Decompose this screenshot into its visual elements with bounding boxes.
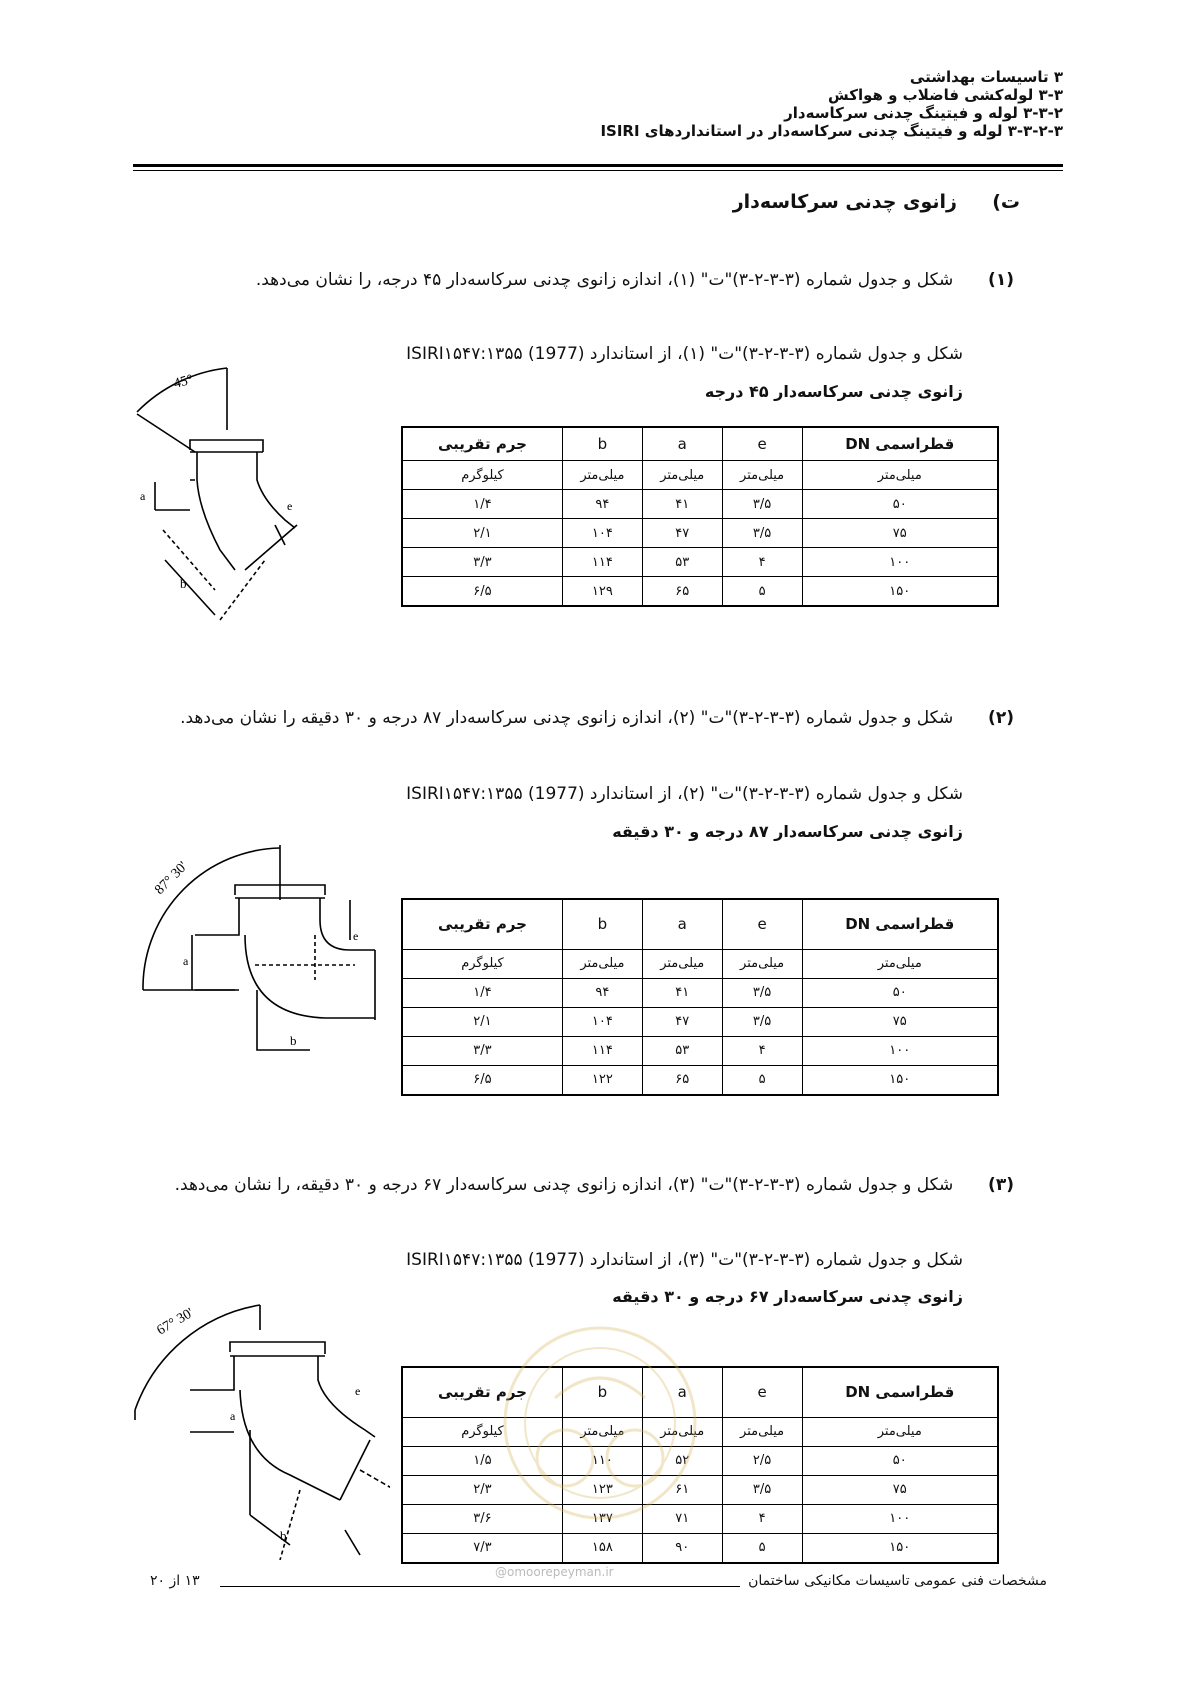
- col-header: b: [562, 1367, 642, 1417]
- col-header: a: [642, 899, 722, 949]
- unit-cell: میلی‌متر: [562, 461, 642, 490]
- item-1-caption: شکل و جدول شماره (۳-۳-۲-۳)"ت" (۱)، از استاندارد (1977) ISIRI۱۵۴۷:۱۳۵۵: [406, 344, 963, 364]
- angle-label: 67° 30': [154, 1305, 197, 1339]
- col-header: قطراسمی DN: [802, 1367, 998, 1417]
- angle-arc: [135, 1305, 260, 1410]
- item-3-paragraph: [175, 1175, 1014, 1195]
- dim-b-label: b: [180, 576, 187, 591]
- cell: ۳/۵: [722, 490, 802, 519]
- cell: ۱۰۴: [562, 519, 642, 548]
- item-1-subtitle: زانوی چدنی سرکاسه‌دار ۴۵ درجه: [704, 382, 963, 401]
- unit-cell: میلی‌متر: [802, 1417, 998, 1446]
- dim-a-label: a: [230, 1409, 236, 1423]
- cell: ۴۷: [642, 519, 722, 548]
- watermark-text: @omoorepeyman.ir: [495, 1565, 614, 1579]
- cell: ۷۵: [802, 1007, 998, 1036]
- page-header: [600, 68, 1063, 140]
- cell: ۳/۵: [722, 978, 802, 1007]
- table-elbow-87: [401, 898, 999, 1096]
- cell: ۴۱: [642, 490, 722, 519]
- cell: ۵: [722, 1533, 802, 1563]
- item-2-caption: شکل و جدول شماره (۳-۳-۲-۳)"ت" (۲)، از استاندارد (1977) ISIRI۱۵۴۷:۱۳۵۵: [406, 784, 963, 804]
- col-header: جرم تقریبی: [402, 427, 562, 461]
- cell: ۵۳: [642, 1036, 722, 1065]
- cell: ۳/۶: [402, 1504, 562, 1533]
- cell: ۴: [722, 548, 802, 577]
- item-text: شکل و جدول شماره (۳-۳-۲-۳)"ت" (۲)، اندازه زانوی چدنی سرکاسه‌دار ۸۷ درجه و ۳۰ دقیقه را نشان می‌دهد.: [180, 708, 954, 728]
- dim-b-label: b: [290, 1033, 297, 1048]
- cell: ۵۰: [802, 1446, 998, 1475]
- cell: ۱۵۰: [802, 1533, 998, 1563]
- table-row: [402, 1065, 998, 1095]
- unit-cell: میلی‌متر: [642, 949, 722, 978]
- item-3-subtitle: زانوی چدنی سرکاسه‌دار ۶۷ درجه و ۳۰ دقیقه: [612, 1287, 963, 1306]
- cell: ۱۳۷: [562, 1504, 642, 1533]
- col-header: جرم تقریبی: [402, 899, 562, 949]
- col-header: قطراسمی DN: [802, 899, 998, 949]
- cell: ۱/۵: [402, 1446, 562, 1475]
- cell: ۱۱۰: [562, 1446, 642, 1475]
- item-2-subtitle: زانوی چدنی سرکاسه‌دار ۸۷ درجه و ۳۰ دقیقه: [612, 822, 963, 841]
- dim-e-label: e: [287, 499, 293, 513]
- cell: ۲/۵: [722, 1446, 802, 1475]
- cell: ۱۲۳: [562, 1475, 642, 1504]
- cell: ۹۴: [562, 490, 642, 519]
- col-header: e: [722, 427, 802, 461]
- cell: ۳/۳: [402, 1036, 562, 1065]
- table-row: [402, 1007, 998, 1036]
- table-elbow-45: [401, 426, 999, 607]
- col-header: b: [562, 427, 642, 461]
- item-text: شکل و جدول شماره (۳-۳-۲-۳)"ت" (۱)، اندازه زانوی چدنی سرکاسه‌دار ۴۵ درجه، را نشان می‌دهد.: [255, 270, 954, 290]
- cell: ۹۰: [642, 1533, 722, 1563]
- table-row: [402, 519, 998, 548]
- section-letter: ت): [992, 191, 1020, 213]
- header-rule-thick: [133, 164, 1063, 167]
- unit-cell: میلی‌متر: [722, 949, 802, 978]
- unit-cell: میلی‌متر: [562, 1417, 642, 1446]
- table-row: [402, 577, 998, 607]
- elbow-45-figure: [135, 360, 325, 630]
- angle-label: 45°: [172, 372, 195, 392]
- col-header: a: [642, 427, 722, 461]
- cell: ۵۲: [642, 1446, 722, 1475]
- cell: ۱۵۰: [802, 1065, 998, 1095]
- cell: ۳/۵: [722, 519, 802, 548]
- item-text: شکل و جدول شماره (۳-۳-۲-۳)"ت" (۳)، اندازه زانوی چدنی سرکاسه‌دار ۶۷ درجه و ۳۰ دقیقه، را نشان می‌دهد.: [174, 1175, 954, 1195]
- table-row: [402, 490, 998, 519]
- cell: ۵: [722, 577, 802, 607]
- cell: ۲/۱: [402, 1007, 562, 1036]
- cell: ۱۰۴: [562, 1007, 642, 1036]
- item-1-paragraph: [256, 270, 1014, 290]
- cell: ۷۱: [642, 1504, 722, 1533]
- cell: ۶/۵: [402, 577, 562, 607]
- col-header: جرم تقریبی: [402, 1367, 562, 1417]
- col-header: قطراسمی DN: [802, 427, 998, 461]
- col-header: a: [642, 1367, 722, 1417]
- unit-cell: میلی‌متر: [722, 461, 802, 490]
- header-line-4: ۳-۳-۲-۳ لوله و فیتینگ چدنی سرکاسه‌دار در استانداردهای ISIRI: [600, 122, 1063, 140]
- dim-e-label: e: [353, 929, 359, 943]
- unit-cell: کیلوگرم: [402, 1417, 562, 1446]
- table-row: [402, 978, 998, 1007]
- col-header: e: [722, 899, 802, 949]
- header-line-3: ۳-۳-۲ لوله و فیتینگ چدنی سرکاسه‌دار: [784, 104, 1063, 122]
- item-number: (۱): [988, 270, 1014, 290]
- table-row: [402, 548, 998, 577]
- cell: ۶۵: [642, 1065, 722, 1095]
- angle-label: 87° 30': [152, 859, 191, 898]
- cell: ۵۰: [802, 978, 998, 1007]
- header-line-2: ۳-۳ لوله‌کشی فاضلاب و هواکش: [828, 86, 1063, 104]
- cell: ۴۷: [642, 1007, 722, 1036]
- dim-a-label: a: [140, 489, 146, 503]
- watermark-logo: [495, 1318, 705, 1528]
- cell: ۳/۳: [402, 548, 562, 577]
- table-row: [402, 1533, 998, 1563]
- footer-rule: [220, 1586, 740, 1587]
- page-number: ۱۳ از ۲۰: [150, 1573, 200, 1589]
- cell: ۵: [722, 1065, 802, 1095]
- cell: ۱۵۰: [802, 577, 998, 607]
- cell: ۷۵: [802, 519, 998, 548]
- unit-cell: میلی‌متر: [802, 949, 998, 978]
- cell: ۷/۳: [402, 1533, 562, 1563]
- dim-b-label: b: [280, 1528, 287, 1543]
- cell: ۴: [722, 1504, 802, 1533]
- section-title: [733, 191, 1020, 213]
- section-title-text: زانوی چدنی سرکاسه‌دار: [732, 191, 957, 213]
- cell: ۱۰۰: [802, 1036, 998, 1065]
- cell: ۲/۱: [402, 519, 562, 548]
- dim-a-label: a: [183, 954, 189, 968]
- cell: ۱۲۲: [562, 1065, 642, 1095]
- cell: ۷۵: [802, 1475, 998, 1504]
- col-header: b: [562, 899, 642, 949]
- footer-title: مشخصات فنی عمومی تاسیسات مکانیکی ساختمان: [748, 1573, 1047, 1589]
- cell: ۶۵: [642, 577, 722, 607]
- unit-cell: میلی‌متر: [562, 949, 642, 978]
- cell: ۵۰: [802, 490, 998, 519]
- item-3-caption: شکل و جدول شماره (۳-۳-۲-۳)"ت" (۳)، از استاندارد (1977) ISIRI۱۵۴۷:۱۳۵۵: [406, 1250, 963, 1270]
- elbow-87-figure: [135, 840, 385, 1080]
- cell: ۱/۴: [402, 978, 562, 1007]
- cell: ۱۰۰: [802, 548, 998, 577]
- table-row: [402, 1036, 998, 1065]
- cell: ۴۱: [642, 978, 722, 1007]
- cell: ۱/۴: [402, 490, 562, 519]
- unit-cell: کیلوگرم: [402, 461, 562, 490]
- unit-cell: میلی‌متر: [642, 1417, 722, 1446]
- unit-cell: میلی‌متر: [802, 461, 998, 490]
- cell: ۳/۵: [722, 1007, 802, 1036]
- dim-e-label: e: [355, 1384, 361, 1398]
- cell: ۹۴: [562, 978, 642, 1007]
- unit-cell: میلی‌متر: [722, 1417, 802, 1446]
- cell: ۱۵۸: [562, 1533, 642, 1563]
- cell: ۱۱۴: [562, 1036, 642, 1065]
- cell: ۱۱۴: [562, 548, 642, 577]
- col-header: e: [722, 1367, 802, 1417]
- cell: ۱۰۰: [802, 1504, 998, 1533]
- header-rule-thin: [133, 170, 1063, 171]
- cell: ۶۱: [642, 1475, 722, 1504]
- header-line-1: ۳ تاسیسات بهداشتی: [909, 68, 1063, 86]
- cell: ۵۳: [642, 548, 722, 577]
- item-2-paragraph: [180, 708, 1014, 728]
- item-number: (۳): [988, 1175, 1014, 1195]
- item-number: (۲): [988, 708, 1014, 728]
- unit-cell: میلی‌متر: [642, 461, 722, 490]
- cell: ۳/۵: [722, 1475, 802, 1504]
- cell: ۲/۳: [402, 1475, 562, 1504]
- cell: ۴: [722, 1036, 802, 1065]
- unit-cell: کیلوگرم: [402, 949, 562, 978]
- cell: ۶/۵: [402, 1065, 562, 1095]
- cell: ۱۲۹: [562, 577, 642, 607]
- angle-arc: [143, 848, 280, 985]
- elbow-67-figure: [130, 1290, 390, 1560]
